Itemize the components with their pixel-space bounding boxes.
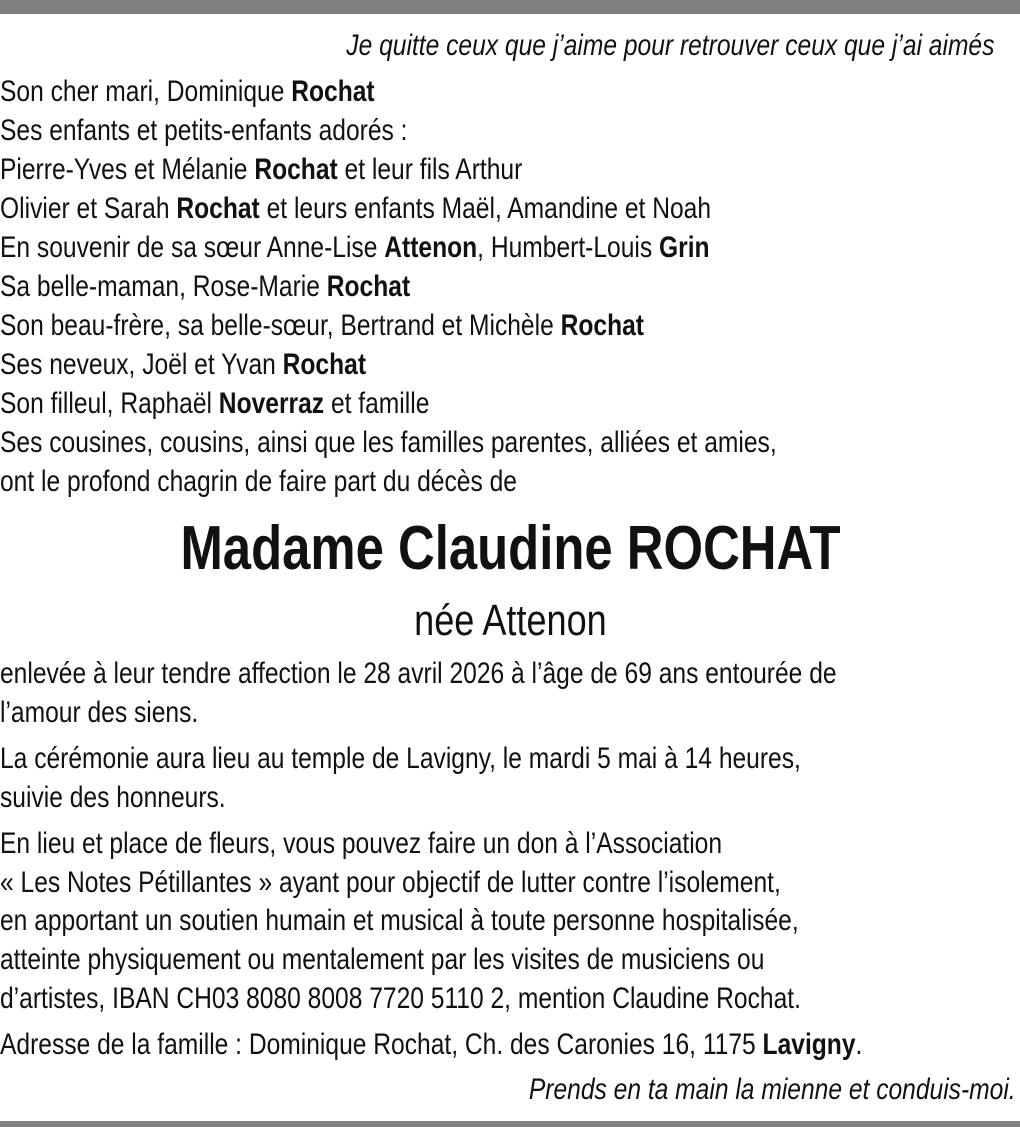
family-address: Adresse de la famille : Dominique Rochat, Ch. des Caronies 16, 1175 Lavigny.: [0, 1028, 863, 1061]
ceremony-line-2: suivie des honneurs.: [0, 781, 226, 814]
donation-line-1: En lieu et place de fleurs, vous pouvez faire un don à l’Association: [0, 827, 723, 860]
motto-quote: Je quitte ceux que j’aime pour retrouver ceux que j’ai aimés: [345, 29, 994, 62]
family-line-belle-maman: Sa belle-maman, Rose-Marie Rochat: [0, 270, 411, 303]
donation-line-2: « Les Notes Pétillantes » ayant pour objectif de lutter contre l’isolement,: [0, 866, 781, 899]
family-line-pierre-yves: Pierre-Yves et Mélanie Rochat et leur fils Arthur: [0, 153, 523, 186]
family-line-souvenir: En souvenir de sa sœur Anne-Lise Attenon, Humbert-Louis Grin: [0, 231, 710, 264]
closing-quote: Prends en ta main la mienne et conduis-moi.: [529, 1073, 1016, 1106]
bottom-rule: [0, 1121, 1020, 1127]
family-line-husband: Son cher mari, Dominique Rochat: [0, 75, 375, 108]
donation-line-3: en apportant un soutien humain et musical à toute personne hospitalisée,: [0, 904, 799, 937]
family-line-cousins: Ses cousines, cousins, ainsi que les familles parentes, alliées et amies,: [0, 426, 777, 459]
ceremony-line-1: La cérémonie aura lieu au temple de Lavigny, le mardi 5 mai à 14 heures,: [0, 742, 801, 775]
donation-line-4: atteinte physiquement ou mentalement par les visites de musiciens ou: [0, 943, 765, 976]
deceased-name: Madame Claudine ROCHAT: [179, 514, 841, 583]
family-line-children-heading: Ses enfants et petits-enfants adorés :: [0, 114, 408, 147]
top-rule: [0, 0, 1020, 14]
family-line-olivier: Olivier et Sarah Rochat et leurs enfants Maël, Amandine et Noah: [0, 192, 712, 225]
death-line-2: l’amour des siens.: [0, 696, 199, 729]
family-line-neveux: Ses neveux, Joël et Yvan Rochat: [0, 348, 367, 381]
family-line-beau-frere: Son beau-frère, sa belle-sœur, Bertrand et Michèle Rochat: [0, 309, 644, 342]
death-line-1: enlevée à leur tendre affection le 28 avril 2026 à l’âge de 69 ans entourée de: [0, 657, 837, 690]
maiden-name: née Attenon: [413, 596, 607, 645]
family-line-filleul: Son filleul, Raphaël Noverraz et famille: [0, 387, 430, 420]
donation-line-5: d’artistes, IBAN CH03 8080 8008 7720 5110 2, mention Claudine Rochat.: [0, 982, 801, 1015]
family-line-announcement: ont le profond chagrin de faire part du décès de: [0, 465, 517, 498]
